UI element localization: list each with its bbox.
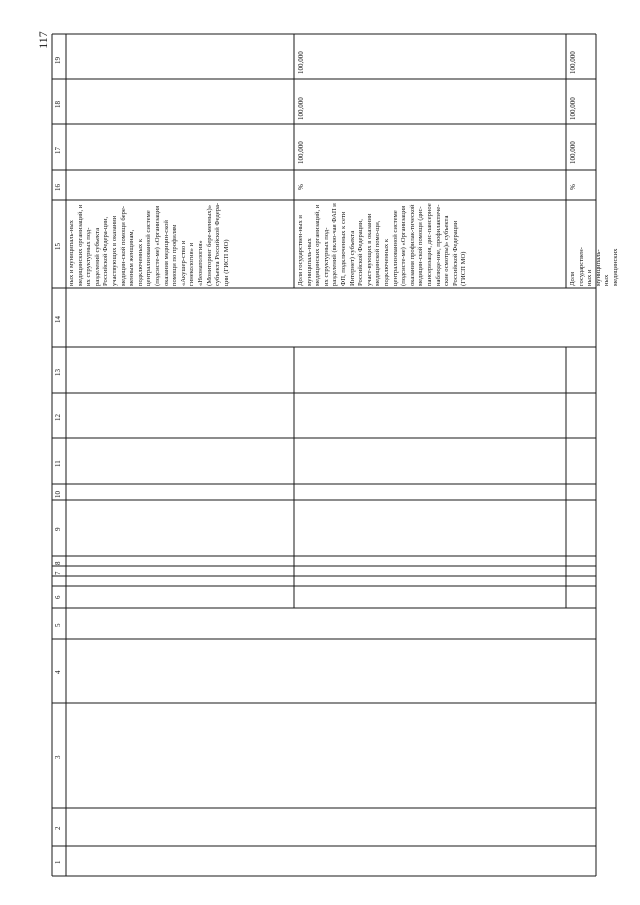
- value-col-19: 100,000: [569, 51, 577, 74]
- value-col-17: 100,000: [569, 141, 577, 164]
- indicator-text: Доля государствен-ных и муниципаль-ных медицинских организаций, и их структурных под-разделений (вклю-чая ФАП и ФП, подключенных к сети Интернет) субъекта Российской Федерации, участ-вующих в оказании медицинской помо-щи, подключенных к централизованной системе (подсисте-ме) «Организация оказания профилак-тической медицин-ской помощи (дис-пансеризация, дис-пансерное наблюде-ние, профилактиче-ские осмотры)» субъекта Российской Федерации (ГИСП МО): [297, 203, 468, 286]
- col-number-15: 15: [54, 243, 62, 250]
- col-number-18: 18: [54, 101, 62, 108]
- col-number-6: 6: [54, 595, 62, 599]
- col-number-8: 8: [54, 561, 62, 565]
- col-number-13: 13: [54, 369, 62, 376]
- page-number: 117: [36, 31, 50, 49]
- indicator-text: Доля государствен-ных и муниципаль-ных медицинских: [569, 247, 619, 286]
- col-number-3: 3: [54, 755, 62, 759]
- value-col-18: 100,000: [569, 97, 577, 120]
- col-number-11: 11: [54, 460, 62, 467]
- col-number-14: 14: [54, 316, 62, 323]
- value-col-18: 100,000: [297, 97, 305, 120]
- value-col-17: 100,000: [297, 141, 305, 164]
- col-number-4: 4: [54, 670, 62, 674]
- col-number-1: 1: [54, 860, 62, 864]
- col-number-17: 17: [54, 147, 62, 154]
- unit-value: %: [297, 184, 305, 190]
- col-number-9: 9: [54, 527, 62, 531]
- unit-value: %: [569, 184, 577, 190]
- col-number-12: 12: [54, 414, 62, 421]
- col-number-7: 7: [54, 571, 62, 575]
- col-number-10: 10: [54, 491, 62, 498]
- value-col-19: 100,000: [297, 51, 305, 74]
- indicator-text: ных и муниципаль-ных медицинских организаций, и их структурных под-разделений субъекта Российской Федера-ции, участвующих в оказании медицин-ской помощи бере-менным женщинам, подключенных к централизованной системе (подсисте-ме) «Организация оказания медицин-ской помощи по профилям «Акушер-ство и гинекология» и «Неонатология» (Мониторинг бере-менных)» субъекта Российской Федера-ции (ГИСП МО): [68, 202, 230, 286]
- col-number-5: 5: [54, 623, 62, 627]
- col-number-16: 16: [54, 184, 62, 191]
- col-number-2: 2: [54, 826, 62, 830]
- col-number-19: 19: [54, 57, 62, 64]
